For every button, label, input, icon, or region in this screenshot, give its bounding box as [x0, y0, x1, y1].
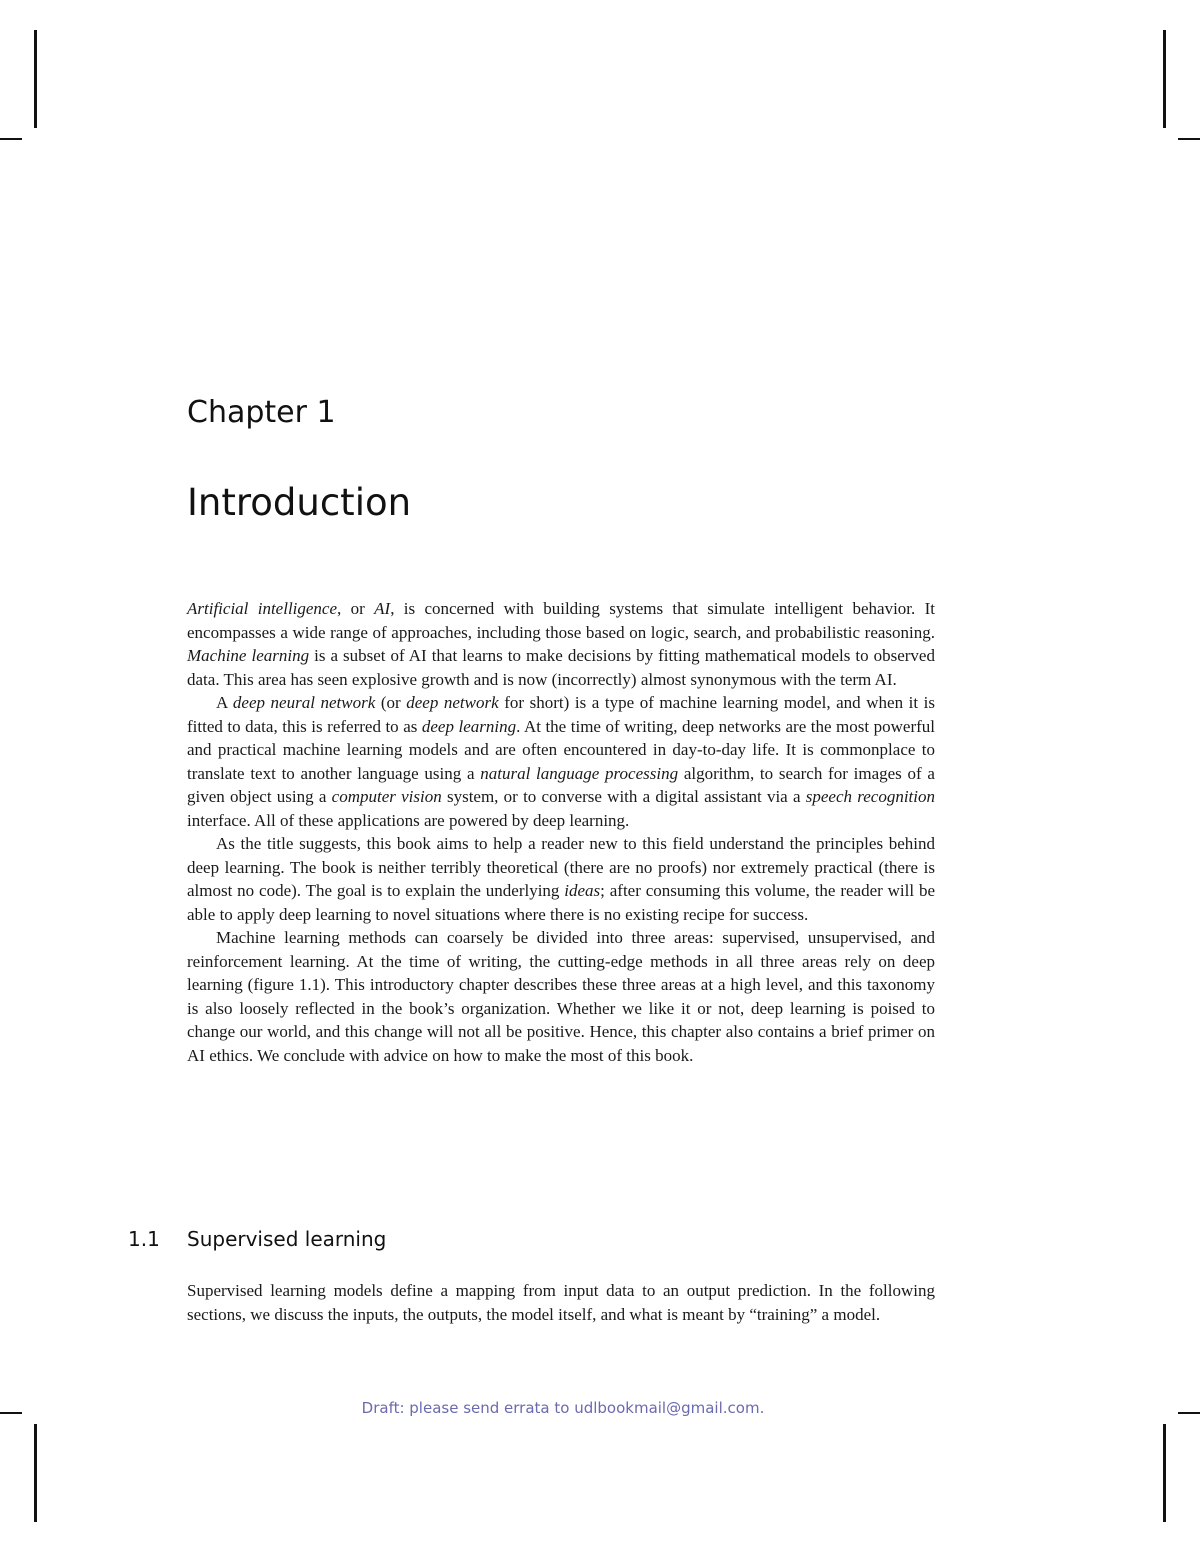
- intro-paragraph-2: A deep neural network (or deep network for short) is a type of machine learning model, and when it is fitted to data, this is referred to as deep learning. At the time of writing, deep networks are the most powerful and practical machine learning models and are often encountered in day-to-day life. It is commonplace to translate text to another language using a natural language processing algorithm, to search for images of a given object using a computer vision system, or to converse with a digital assistant via a speech recognition interface. All of these applications are powered by deep learning.: [187, 693, 935, 830]
- term-machine-learning: Machine learning: [187, 646, 310, 665]
- term-ai: AI: [374, 599, 391, 618]
- section-heading: [128, 1229, 386, 1249]
- draft-footer: Draft: please send errata to udlbookmail@gmail.com.: [361, 1399, 765, 1417]
- intro-paragraph-3: As the title suggests, this book aims to help a reader new to this field understand the principles behind deep learning. The book is neither terribly theoretical (there are no proofs) nor extremely practical (there is almost no code). The goal is to explain the underlying ideas; after consuming this volume, the reader will be able to apply deep learning to novel situations where there is no existing recipe for success.: [187, 834, 935, 924]
- chapter-label: Chapter 1: [187, 395, 336, 430]
- crop-mark-bottom-right-horizontal: [1178, 1412, 1200, 1414]
- section-text: [187, 1279, 935, 1326]
- crop-mark-top-right-horizontal: [1178, 138, 1200, 140]
- term-computer-vision: computer vision: [331, 787, 442, 806]
- term-deep-learning: deep learning: [421, 716, 517, 736]
- crop-mark-bottom-right-vertical: [1163, 1424, 1166, 1522]
- section-paragraph-1: Supervised learning models define a mapping from input data to an output prediction. In the following sections, we discuss the inputs, the outputs, the model itself, and what is meant by “training” a model.: [187, 1281, 935, 1324]
- crop-mark-bottom-left-vertical: [34, 1424, 37, 1522]
- crop-mark-top-right-vertical: [1163, 30, 1166, 128]
- chapter-title: Introduction: [187, 481, 412, 524]
- term-deep-network: deep network: [406, 693, 499, 712]
- term-speech-recognition: speech recognition: [805, 787, 935, 806]
- intro-paragraph-1: Artificial intelligence, or AI, is concerned with building systems that simulate intelligent behavior. It encompasses a wide range of approaches, including those based on logic, search, and probabilistic reasoning. Machine learning is a subset of AI that learns to make decisions by fitting mathematical models to observed data. This area has seen explosive growth and is now (incorrectly) almost synonymous with the term AI.: [187, 599, 935, 689]
- term-artificial-intelligence: Artificial intelligence: [187, 599, 338, 618]
- crop-mark-top-left-vertical: [34, 30, 37, 128]
- intro-paragraph-4: Machine learning methods can coarsely be divided into three areas: supervised, unsupervised, and reinforcement learning. At the time of writing, the cutting-edge methods in all three areas rely on deep learning (figure 1.1). This introductory chapter describes these three areas at a high level, and this taxonomy is also loosely reflected in the book’s organization. Whether we like it or not, deep learning is poised to change our world, and this change will not all be positive. Hence, this chapter also contains a brief primer on AI ethics. We conclude with advice on how to make the most of this book.: [187, 928, 935, 1065]
- crop-mark-top-left-horizontal: [0, 138, 22, 140]
- chapter-intro-text: [187, 597, 935, 1067]
- term-deep-neural-network: deep neural network: [232, 693, 376, 712]
- term-natural-language-processing: natural language processing: [480, 763, 679, 783]
- section-number: 1.1: [128, 1227, 160, 1251]
- section-title: Supervised learning: [187, 1227, 387, 1251]
- term-ideas: ideas: [564, 881, 601, 900]
